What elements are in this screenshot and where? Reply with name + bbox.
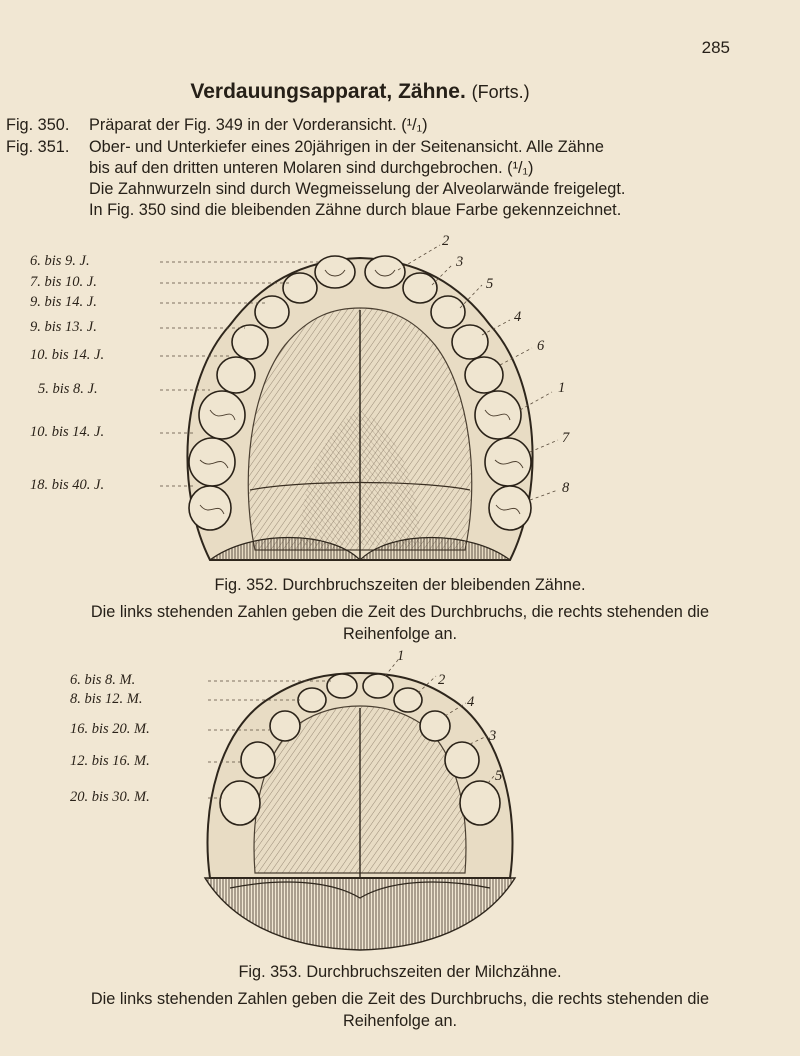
note-line: Reihenfolge an. <box>342 1012 458 1030</box>
figure-353-note <box>0 988 800 1032</box>
eruption-order-number: 1 <box>558 380 566 396</box>
eruption-order-number: 2 <box>438 672 446 688</box>
eruption-age-label: 9. bis 13. J. <box>30 319 97 335</box>
eruption-age-label: 20. bis 30. M. <box>70 789 150 805</box>
caption-line: Ober- und Unterkiefer eines 20jährigen in der Seitenansicht. Alle Zähne <box>89 138 604 156</box>
eruption-age-label: 6. bis 8. M. <box>70 672 136 688</box>
eruption-age-label: 12. bis 16. M. <box>70 753 150 769</box>
eruption-age-label: 7. bis 10. J. <box>30 274 97 290</box>
eruption-order-number: 5 <box>486 276 494 292</box>
eruption-order-number: 2 <box>442 233 450 249</box>
eruption-order-number: 1 <box>397 648 405 664</box>
caption-line: In Fig. 350 sind die bleibenden Zähne durch blaue Farbe gekennzeichnet. <box>89 201 622 219</box>
caption-line: Die Zahnwurzeln sind durch Wegmeisselung der Alveolarwände freigelegt. <box>89 180 626 198</box>
page-heading <box>0 80 720 104</box>
eruption-order-number: 5 <box>495 768 503 784</box>
caption-text: Präparat der Fig. 349 in der Vorderansicht. (¹/₁) <box>89 116 428 134</box>
eruption-age-label: 10. bis 14. J. <box>30 347 105 363</box>
caption-label: Fig. 351. <box>6 138 70 156</box>
note-line: Reihenfolge an. <box>342 625 458 643</box>
eruption-order-number: 7 <box>562 430 570 446</box>
figure-352-caption: Fig. 352. Durchbruchszeiten der bleibenden Zähne. <box>214 576 586 594</box>
eruption-age-label: 5. bis 8. J. <box>38 381 98 397</box>
figure-352 <box>0 230 800 570</box>
eruption-age-label: 6. bis 9. J. <box>30 253 90 269</box>
eruption-order-number: 3 <box>489 728 497 744</box>
caption-label: Fig. 350. <box>6 116 70 134</box>
eruption-order-number: 8 <box>562 480 570 496</box>
eruption-order-number: 3 <box>456 254 464 270</box>
page-number: 285 <box>701 38 730 57</box>
eruption-age-label: 8. bis 12. M. <box>70 691 143 707</box>
eruption-age-label: 9. bis 14. J. <box>30 294 97 310</box>
note-line: Die links stehenden Zahlen geben die Zeit des Durchbruchs, die rechts stehenden die <box>90 990 710 1008</box>
heading-suffix: (Forts.) <box>471 82 530 102</box>
eruption-age-label: 10. bis 14. J. <box>30 424 105 440</box>
figure-352-note <box>0 601 800 645</box>
note-line: Die links stehenden Zahlen geben die Zeit des Durchbruchs, die rechts stehenden die <box>90 603 710 621</box>
eruption-age-label: 18. bis 40. J. <box>30 477 105 493</box>
figure-353 <box>0 648 800 958</box>
figure-353-caption: Fig. 353. Durchbruchszeiten der Milchzähne. <box>238 963 562 981</box>
eruption-order-number: 6 <box>537 338 545 354</box>
eruption-order-number: 4 <box>467 694 475 710</box>
eruption-order-number: 4 <box>514 309 522 325</box>
upper-jaw-permanent-illustration <box>0 230 800 570</box>
eruption-age-label: 16. bis 20. M. <box>70 721 150 737</box>
caption-line: bis auf den dritten unteren Molaren sind durchgebrochen. (¹/₁) <box>89 159 534 177</box>
caption-fig-351 <box>6 137 766 221</box>
caption-fig-350 <box>6 115 766 136</box>
heading-main: Verdauungsapparat, Zähne. <box>190 80 466 103</box>
